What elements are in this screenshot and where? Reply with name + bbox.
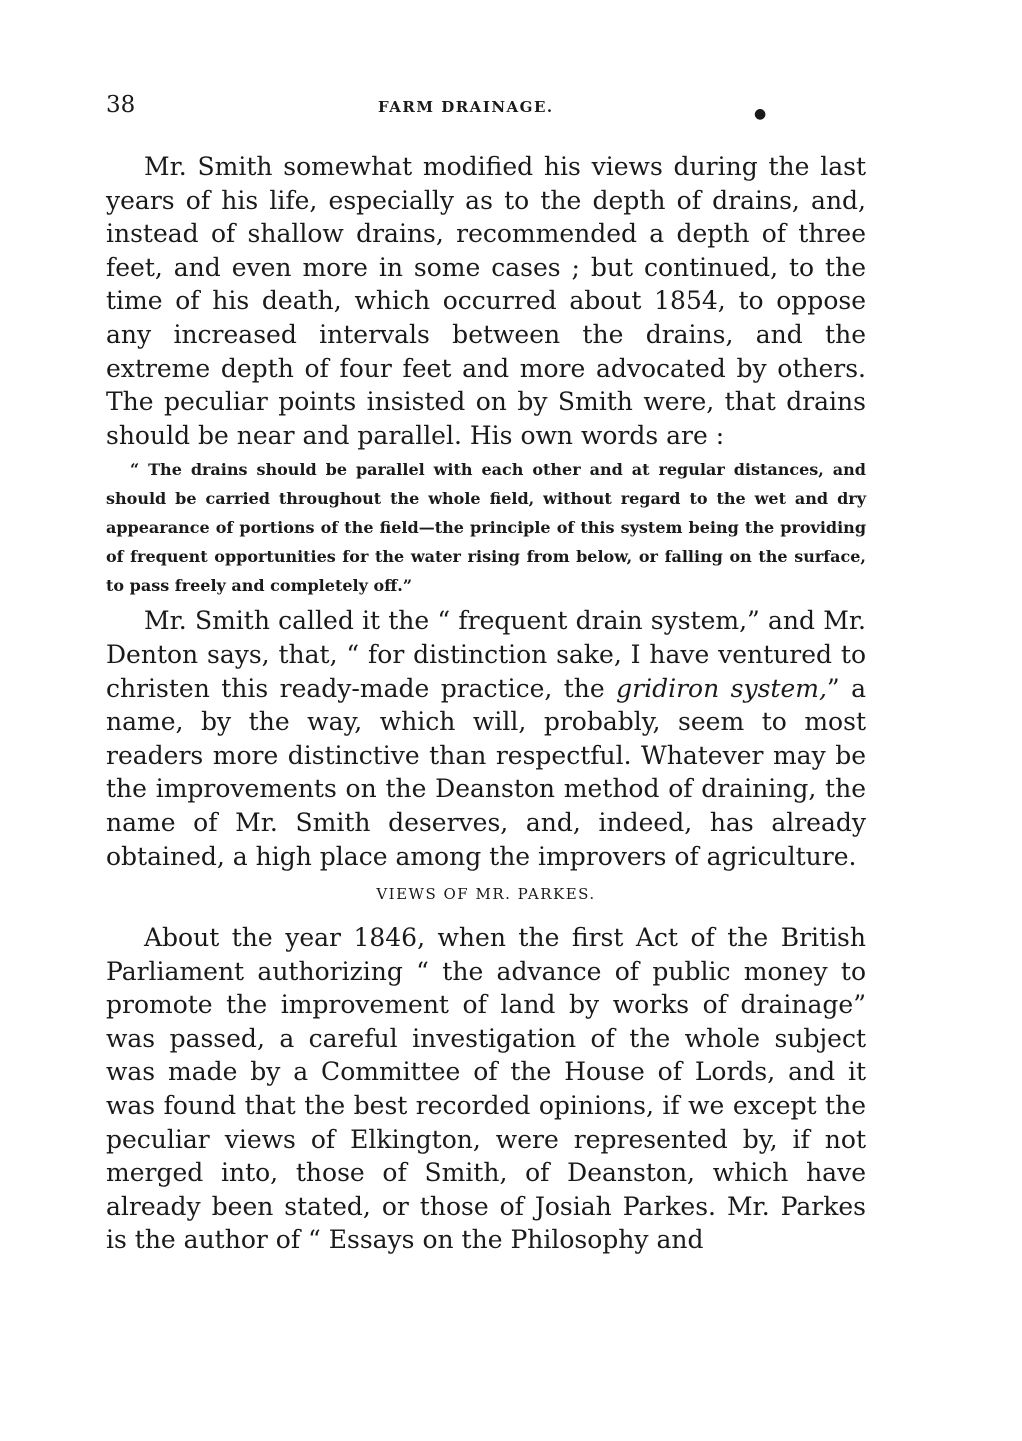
block-quote	[106, 455, 866, 600]
printer-mark: ●	[754, 106, 767, 122]
paragraph-parkes: About the year 1846, when the first Act of the British Parliament authorizing “ the advance of public money to promote the improvement of land by works of drainage” was passed, a careful investigation of the whole subject was made by a Committee of the House of Lords, and it was found that the best recorded opinions, if we except the peculiar views of Elkington, were represented by, if not merged into, those of Smith, of Deanston, which have already been stated, or those of Josiah Parkes. Mr. Parkes is the author of “ Essays on the Philosophy and	[106, 923, 866, 1255]
page-body	[106, 150, 866, 1257]
paragraph-gridiron	[106, 604, 866, 873]
paragraph-gridiron-after: ” a name, by the way, which will, probably, seem to most readers more distinctive than respectful. Whatever may be the improvements on the Deanston method of draining, the name of Mr. Smith deserves, and, indeed, has already obtained, a high place among the improvers of agriculture.	[106, 673, 867, 871]
paragraph-gridiron-italic: gridiron system,	[616, 673, 827, 703]
running-head	[106, 92, 866, 122]
section-heading: VIEWS OF MR. PARKES.	[376, 885, 596, 904]
paragraph-smith-views: Mr. Smith somewhat modified his views during the last years of his life, especially as to the depth of drains, and, instead of shallow drains, recommended a depth of three feet, and even more in some cases ; but continued, to the time of his death, which occurred about 1854, to oppose any increased intervals between the drains, and the extreme depth of four feet and more advocated by others. The peculiar points insisted on by Smith were, that drains should be near and parallel. His own words are :	[106, 152, 866, 450]
paragraph-gridiron-before: Mr. Smith called it the “ frequent drain system,” and Mr. Denton says, that, “ for distinction sake, I have ventured to christen this ready-made practice, the	[106, 606, 866, 703]
running-title: FARM DRAINAGE.	[378, 98, 554, 116]
page-number: 38	[106, 92, 136, 118]
quote-text: “ The drains should be parallel with each other and at regular distances, and should be carried throughout the whole field, without regard to the wet and dry appearance of portions of the field—the principle of this system being the providing of frequent opportunities for the water rising from below, or falling on the surface, to pass freely and completely off.”	[106, 460, 866, 596]
